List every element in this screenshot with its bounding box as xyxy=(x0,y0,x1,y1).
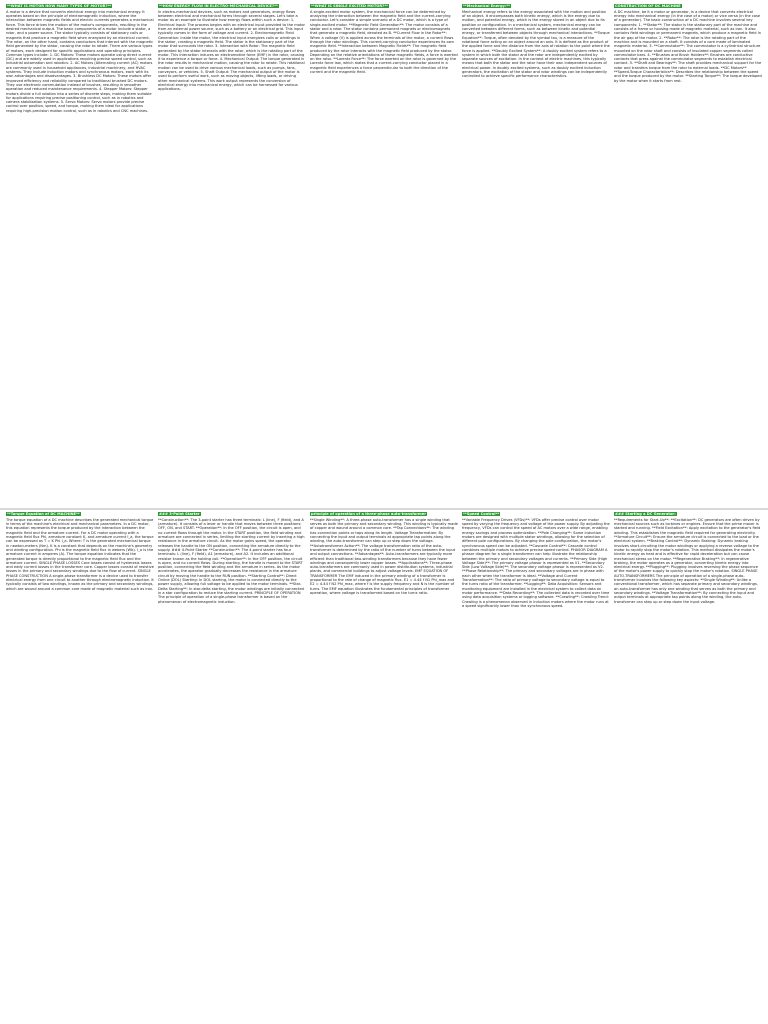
section-heading: ### 3-Point Starter xyxy=(159,512,200,516)
page-divider xyxy=(0,508,768,510)
text-column-1 xyxy=(6,512,154,1020)
section-body: **Single Winding**: A three-phase auto-transformer has a single winding that serves as both the primary and secondary winding. This winding is typically made of copper and wound around a common core. **Tap Connections**: The winding has connection points or taps along its length. Voltage Transformation: By connecting the input and output terminals at appropriate tap points along the winding, the auto-transformer can step up or step down the voltage. **Autotransformer Action**: The voltage transformation ratio of the auto-transformer is determined by the ratio of the number of turns between the input and output connections. **Advantages**: Auto-transformers are typically more efficient than traditional two-winding transformers because they have fewer windings and consequently lower copper losses. **Applications**: Three-phase auto-transformers are commonly used in power distribution systems, industrial plants, and commercial buildings to adjust voltage levels. EMF EQUATION OF TRANSFORMER The EMF induced in the primary winding of a transformer is proportional to the rate of change of magnetic flux. E1 = 4.44 f N1 Phi_max and E2 = 4.44 f N2 Phi_max, where f is the supply frequency and N is the number of turns. The EMF equation illustrates the fundamental principles of transformer operation, where voltage is transformed based on the turns ratio. xyxy=(310,517,458,595)
section-body: **Requirements for Start-Up**: **Excitation**: DC generators are often driven by mechanical sources such as turbines or engines. Ensure that the prime mover is started and running. **Field Excitation**: Apply excitation to the generator's field winding. This establishes the magnetic field required for generating electricity. **Armature Circuit**: Ensure the armature circuit is connected to the load or the electrical system. **Braking Control**: Dynamic Braking: Dynamic braking involves short-circuiting the motor windings or applying a reverse voltage to the motor to rapidly stop the motor's rotation. This method dissipates the motor's kinetic energy as heat and is effective for rapid deceleration but can cause mechanical stress on the motor. **Regenerative Braking**: In regenerative braking, the motor operates as a generator, converting kinetic energy into electrical energy. **Plugging**: Plugging involves reversing the phase sequence of the motor's power supply to quickly stop the motor's rotation. SINGLE PHASE AUTO-TRANSFORMERS The principle of operation of a single-phase auto-transformer involves the following key aspects: **Single Winding**: Unlike a conventional transformer, which has separate primary and secondary windings, an auto-transformer has only one winding that serves as both the primary and secondary windings. **Voltage Transformation**: By connecting the input and output terminals at appropriate tap points along the winding, the auto-transformer can step up or step down the input voltage. xyxy=(614,517,761,604)
section-heading: **Speed Control** xyxy=(463,512,500,516)
top-page xyxy=(6,4,762,506)
section-body: A single-excited motor system, the mechanical force can be determined by analyzing the interaction between the magnetic field and the current-carrying conductor. Let's consider a simple scenario of a DC motor, which is a type of single-excited motor. **Magnetic Field Generation**: The motor consists of a stator and a rotor. The stator contains permanent magnets or electromagnets that generate a magnetic field, denoted as B. **Current Flow in the Rotor**: When a voltage (V) is applied across the terminals of the motor, a current flows through the rotor windings. This current-carrying conductor experiences its own magnetic field. **Interaction between Magnetic Fields**: The magnetic field produced by the rotor interacts with the magnetic field produced by the stator. Depending on the relative orientations of these magnetic fields, a force is exerted on the rotor. **Lorentz Force**: The force exerted on the rotor is governed by the Lorentz force law, which states that a current-carrying conductor placed in a magnetic field experiences a force perpendicular to both the direction of the current and the magnetic field. xyxy=(310,9,458,75)
section-heading: ### Starting a DC Generator: xyxy=(615,512,676,516)
text-column-1 xyxy=(6,4,154,506)
text-column-3 xyxy=(310,4,458,506)
section-heading: **Torque Equation of DC MACHINE** xyxy=(7,512,80,516)
text-column-4 xyxy=(462,4,610,506)
section-heading: **WHAT IS MOTOR HOW MANY TYPES OF MOTOR?** xyxy=(7,4,112,8)
section-heading: CONSTRUCTION OF DC MACHINE xyxy=(615,4,681,8)
section-body: The torque equation of a DC machine describes the generated mechanical torque in terms of the machine's electrical and mechanical parameters. In a DC motor, this equation represents the torque produced by the interaction between the magnetic field and the armature current. For a DC motor operating with a magnetic field flux Phi, armature constant K, and armature current I_a, the torque can be expressed as T = K Phi I_a. Where: T is the generated mechanical torque in newton-meters (Nm). K is a constant that depends on the machine's geometry and winding configuration. Phi is the magnetic field flux in webers (Wb). I_a is the armature current in amperes (A). The torque equation indicates that the generated torque is directly proportional to the magnetic field flux and the armature current. SINGLE PHASE LOSSES Core losses consist of hysteresis losses and eddy current losses in the transformer core. Copper losses consist of resistive losses in the primary and secondary windings due to the flow of current. SINGLE PHASE CONSTRUCTION A single-phase transformer is a device used to transfer electrical energy from one circuit to another through electromagnetic induction. It typically consists of two windings, known as the primary and secondary windings, which are wound around a common core made of magnetic material such as iron. xyxy=(6,517,154,591)
text-column-5 xyxy=(614,4,762,506)
section-heading: principle of operation of a three-phase auto-transformer xyxy=(311,512,426,516)
section-heading: **HOW ENERGY FLOW IN ELECTRO-MECHANICAL DEVICE?** xyxy=(159,4,278,8)
section-heading: **Mechanical Energy:** xyxy=(463,4,511,8)
text-column-3 xyxy=(310,512,458,1020)
text-column-2 xyxy=(158,512,306,1020)
section-body: A motor is a device that converts electrical energy into mechanical energy. It operates based on the principle of electromagnetic induction, where the interaction between magnetic fields and electric currents generates a mechanical force. This force drives the motion of the motor's components, resulting in the desired mechanical output. The basic components of a motor include a stator, a rotor, and a power source. The stator typically consists of stationary coils or magnets that produce a magnetic field when energized by an electrical current. The rotor, on the other hand, contains conductors that interact with the magnetic field generated by the stator, causing the rotor to rotate. There are various types of motors, each designed for specific applications and operating principles. Common types include: 1. DC Motors: These motors operate using direct current (DC) and are widely used in applications requiring precise speed control, such as industrial automation and robotics. 2. AC Motors (Alternating current (AC) motors are commonly used in household appliances, industrial machinery, and HVAC systems. They include induction motors and synchronous motors, each with its own advantages and disadvantages. 3. Brushless DC Motors: These motors offer improved efficiency and reliability compared to traditional brushed DC motors. They use electronic commutation instead of brushes, resulting in smoother operation and reduced maintenance requirements. 4. Stepper Motors: Stepper motors divide a full rotation into a series of discrete steps, making them suitable for applications requiring precise positioning control, such as in robotics and camera stabilization systems. 5. Servo Motors: Servo motors provide precise control over position, speed, and torque, making them ideal for applications requiring high-precision motion control, such as in robotics and CNC machines. xyxy=(6,9,154,113)
text-column-4 xyxy=(462,512,610,1020)
text-column-5 xyxy=(614,512,762,1020)
section-body: **Variable Frequency Drives (VFDs)**: VFDs offer precise control over motor speed by varying the frequency and voltage of the power supply. By adjusting the frequency, VFDs can control the speed of AC motors over a wide range, enabling energy savings and process optimization. **Pole Changing**: Some induction motors are designed with multiple stator windings, allowing for the selection of different pole configurations. By changing the pole configuration, the motor's synchronous speed can be adjusted. **Cascade Control**: Cascade control combines multiple motors to achieve precise speed control. PHASOR DIAGRAM A phasor diagram for a single transformer can help illustrate the relationship between the primary and secondary voltages and currents. **Primary Side (High Voltage Side)**: The primary voltage phasor is represented as V1. **Secondary Side (Low Voltage Side)**: The secondary voltage phasor is represented as V2. **Phase Relationship**: The primary and secondary voltages are in phase with each other when the transformer is ideal. **Voltage and Current Transformation**: The ratio of primary voltage to secondary voltage is equal to the turns ratio of the transformer. **Logging**: Data Acquisition: Sensors and monitoring equipment are installed in the electrical system to collect data on motor performance. **Data Recording**: The collected data is recorded over time using data acquisition systems or logging software. **Crawling**: Crawling Trend: Crawling is a phenomenon observed in induction motors where the motor runs at a speed significantly lower than the synchronous speed. xyxy=(462,517,610,608)
section-heading: **WHAT IS SINGLE EXCITED MOTOR?** xyxy=(311,4,388,8)
section-body: A DC machine, be it a motor or generator, is a device that converts electrical energy into mechanical energy (in the case of a motor) or vice versa (in the case of a generator). The basic construction of a DC machine involves several key components: 1. **Stator**: The stator is the stationary part of the machine and consists of a frame or housing made of magnetic material, such as iron. It also contains field windings or permanent magnets, which produce a magnetic field in the air gap of the motor. 2. **Rotor**: The rotor is the rotating part of the machine and is mounted on a shaft. It consists of a core made of laminated magnetic material. 3. **Commutator**: The commutator is a cylindrical structure mounted on the rotor shaft and consists of insulated copper segments called commutator bars. 4. **Brushes and Brush Holders**: Brushes are conductive contacts that press against the commutator segments to establish electrical contact. 5. **Shaft and Bearings**: The shaft provides mechanical support for the rotor and transfers torque from the rotor to external loads. **DC Motors** **Speed-Torque Characteristics**: Describes the relationship between the speed and the torque produced by the motor. **Starting Torque**: The torque developed by the motor when it starts from rest. xyxy=(614,9,762,83)
section-body: **Construction**: The 3-point starter has three terminals: L (line), F (field), and A (armature). It consists of a lever or handle that moves between three positions: OFF, ON, and START. **Operation**: In the OFF position, the circuit is open, and no current flows through the motor. In the START position, the field winding and armature are connected in series, limiting the starting current by inserting a high resistance in the armature circuit. As the motor gains speed, the operator releases the handle to the ON position, connecting the armature directly to the supply. ### 4-Point Starter **Construction**: The 4-point starter has four terminals: L (line), F (field), A1 (armature), and A2. It includes an additional resistor known as the holding coil. **Operation**: In the OFF position, the circuit is open, and no current flows. During starting, the handle is moved to the START position, connecting the field winding and the armature in series. As the motor accelerates, the operator gradually decreases the resistance in the armature circuit by moving the handle to the RUN position. **Starting Control**: Direct Online (DOL) Starting: In DOL starting, the motor is connected directly to the power supply, allowing full voltage to be applied to the motor terminals. **Star-Delta Starting**: In star-delta starting, the motor windings are initially connected in a star configuration to reduce the starting current. PRINCIPLE OF OPERATION The principle of operation of a single-phase transformer is based on the phenomenon of electromagnetic induction. xyxy=(158,517,305,604)
bottom-page xyxy=(6,512,762,1020)
text-column-2 xyxy=(158,4,306,506)
section-body: Mechanical energy refers to the energy associated with the motion and position of an object. It encompasses both kinetic energy, which is the energy due to motion, and potential energy, which is the energy stored in an object due to its position or configuration. In a mechanical system, mechanical energy can be converted between different forms, such as between kinetic and potential energy, or transferred between objects through mechanical interactions. **Torque Equation**: Torque, often denoted by the symbol tau, is a measure of the rotational force acting on an object around an axis. It is defined as the product of the applied force and the distance from the axis of rotation to the point where the force is applied. **Doubly Excited System**: A doubly excited system refers to a system in which both the stator and the rotor are independently excited by separate sources of excitation. In the context of electric machines, this typically means that both the stator and the rotor have their own independent sources of electrical power. In doubly excited systems, such as doubly excited induction generators, the excitation of the stator and rotor windings can be independently controlled to achieve specific performance characteristics. xyxy=(462,9,610,79)
section-body: In electro-mechanical devices, such as motors and generators, energy flows between electrical and mechanical forms through several stages. Let's take a motor as an example to illustrate how energy flows within such a device: 1. Electrical Input: The process begins with an electrical input provided to the motor from an external power source, such as a battery or an electrical grid. This input typically comes in the form of voltage and current. 2. Electromagnetic Field Generation: Inside the motor, the electrical input energizes coils or windings in the stator, creating a magnetic field. The stator is the stationary part of the motor that surrounds the rotor. 3. Interaction with Rotor: The magnetic field generated by the stator interacts with the rotor, which is the rotating part of the motor. This interaction induces an electromotive force (EMF) in the rotor, causing it to experience a torque or force. 4. Mechanical Output: The torque generated in the rotor results in mechanical motion, causing the rotor to rotate. This rotational motion can be used to drive various mechanical loads, such as pumps, fans, conveyors, or vehicles. 5. Shaft Output: The mechanical output of the motor is used to perform useful work, such as moving objects, lifting loads, or driving other mechanical systems. This work output represents the conversion of electrical energy into mechanical energy, which can be harnessed for various applications. xyxy=(158,9,306,92)
